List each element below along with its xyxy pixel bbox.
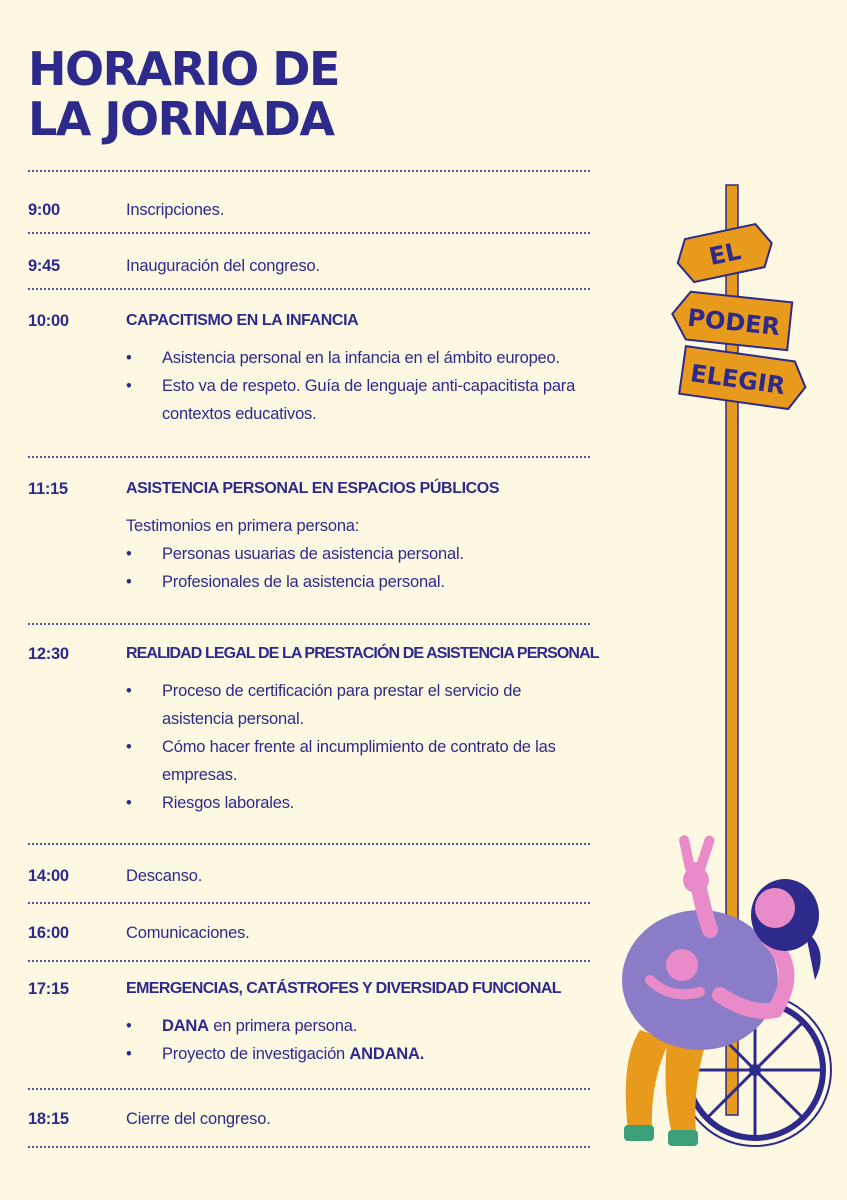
session-list: [126, 1012, 590, 1068]
time-label: 14:00: [28, 867, 69, 885]
time-label: 9:45: [28, 257, 60, 275]
schedule-row: [28, 625, 599, 843]
row-text: Inauguración del congreso.: [126, 257, 320, 275]
row-text: Cierre del congreso.: [126, 1110, 271, 1128]
schedule-row: [28, 458, 590, 623]
list-item: • Asistencia personal en la infancia en el ámbito europeo.: [126, 344, 590, 372]
session-heading: ASISTENCIA PERSONAL EN ESPACIOS PÚBLICOS: [126, 480, 500, 497]
session-heading: CAPACITISMO EN LA INFANCIA: [126, 312, 359, 329]
divider: [28, 1146, 590, 1148]
session-list: [126, 540, 590, 596]
time-label: 12:30: [28, 645, 69, 663]
schedule: [28, 170, 599, 1148]
sign-elegir: [679, 346, 808, 411]
sign-poder-label: PODER: [686, 303, 782, 342]
time-label: 17:15: [28, 980, 69, 998]
list-item: • Cómo hacer frente al incumplimiento de contrato de las empresas.: [126, 733, 590, 789]
schedule-row: [28, 962, 590, 1088]
list-item: • Riesgos laborales.: [126, 789, 590, 817]
row-text: Inscripciones.: [126, 201, 225, 219]
session-intro: Testimonios en primera persona:: [126, 517, 360, 535]
signpost-illustration: [600, 180, 847, 1200]
session-heading: EMERGENCIAS, CATÁSTROFES Y DIVERSIDAD FUNCIONAL: [126, 980, 561, 997]
title-line-1: HORARIO DE: [28, 42, 339, 96]
list-item: • Esto va de respeto. Guía de lenguaje anti-capacitista para contextos educativos.: [126, 372, 590, 428]
schedule-row: [28, 234, 590, 288]
sign-el: [673, 222, 776, 285]
time-label: 18:15: [28, 1110, 69, 1128]
sign-poder: [670, 290, 792, 350]
peace-hand-icon: [678, 834, 715, 893]
schedule-row: [28, 904, 590, 960]
time-label: 9:00: [28, 201, 60, 219]
list-item: • Personas usuarias de asistencia personal.: [126, 540, 590, 568]
list-item: [126, 1012, 590, 1040]
page-title: [28, 44, 339, 144]
schedule-row: [28, 845, 590, 902]
row-text: Comunicaciones.: [126, 924, 250, 942]
schedule-row: [28, 1090, 590, 1146]
title-line-2: LA JORNADA: [28, 92, 334, 146]
session-heading: REALIDAD LEGAL DE LA PRESTACIÓN DE ASISTENCIA PERSONAL: [126, 645, 599, 662]
sign-elegir-label: ELEGIR: [688, 359, 787, 401]
list-item: [126, 1040, 590, 1068]
highlight-text: ANDANA.: [349, 1045, 425, 1063]
list-item: • Profesionales de la asistencia personal.: [126, 568, 590, 596]
time-label: 16:00: [28, 924, 69, 942]
session-list: [126, 344, 590, 428]
schedule-row: [28, 290, 590, 456]
time-label: 10:00: [28, 312, 69, 330]
row-text: Descanso.: [126, 867, 203, 885]
schedule-row: [28, 172, 590, 232]
highlight-text: DANA: [162, 1017, 209, 1035]
time-label: 11:15: [28, 480, 68, 498]
session-list: [126, 677, 590, 817]
sign-el-label: EL: [706, 237, 744, 272]
item-text: Proyecto de investigación: [162, 1045, 350, 1063]
list-item: • Proceso de certificación para prestar el servicio de asistencia personal.: [126, 677, 590, 733]
item-text: en primera persona.: [208, 1017, 358, 1035]
